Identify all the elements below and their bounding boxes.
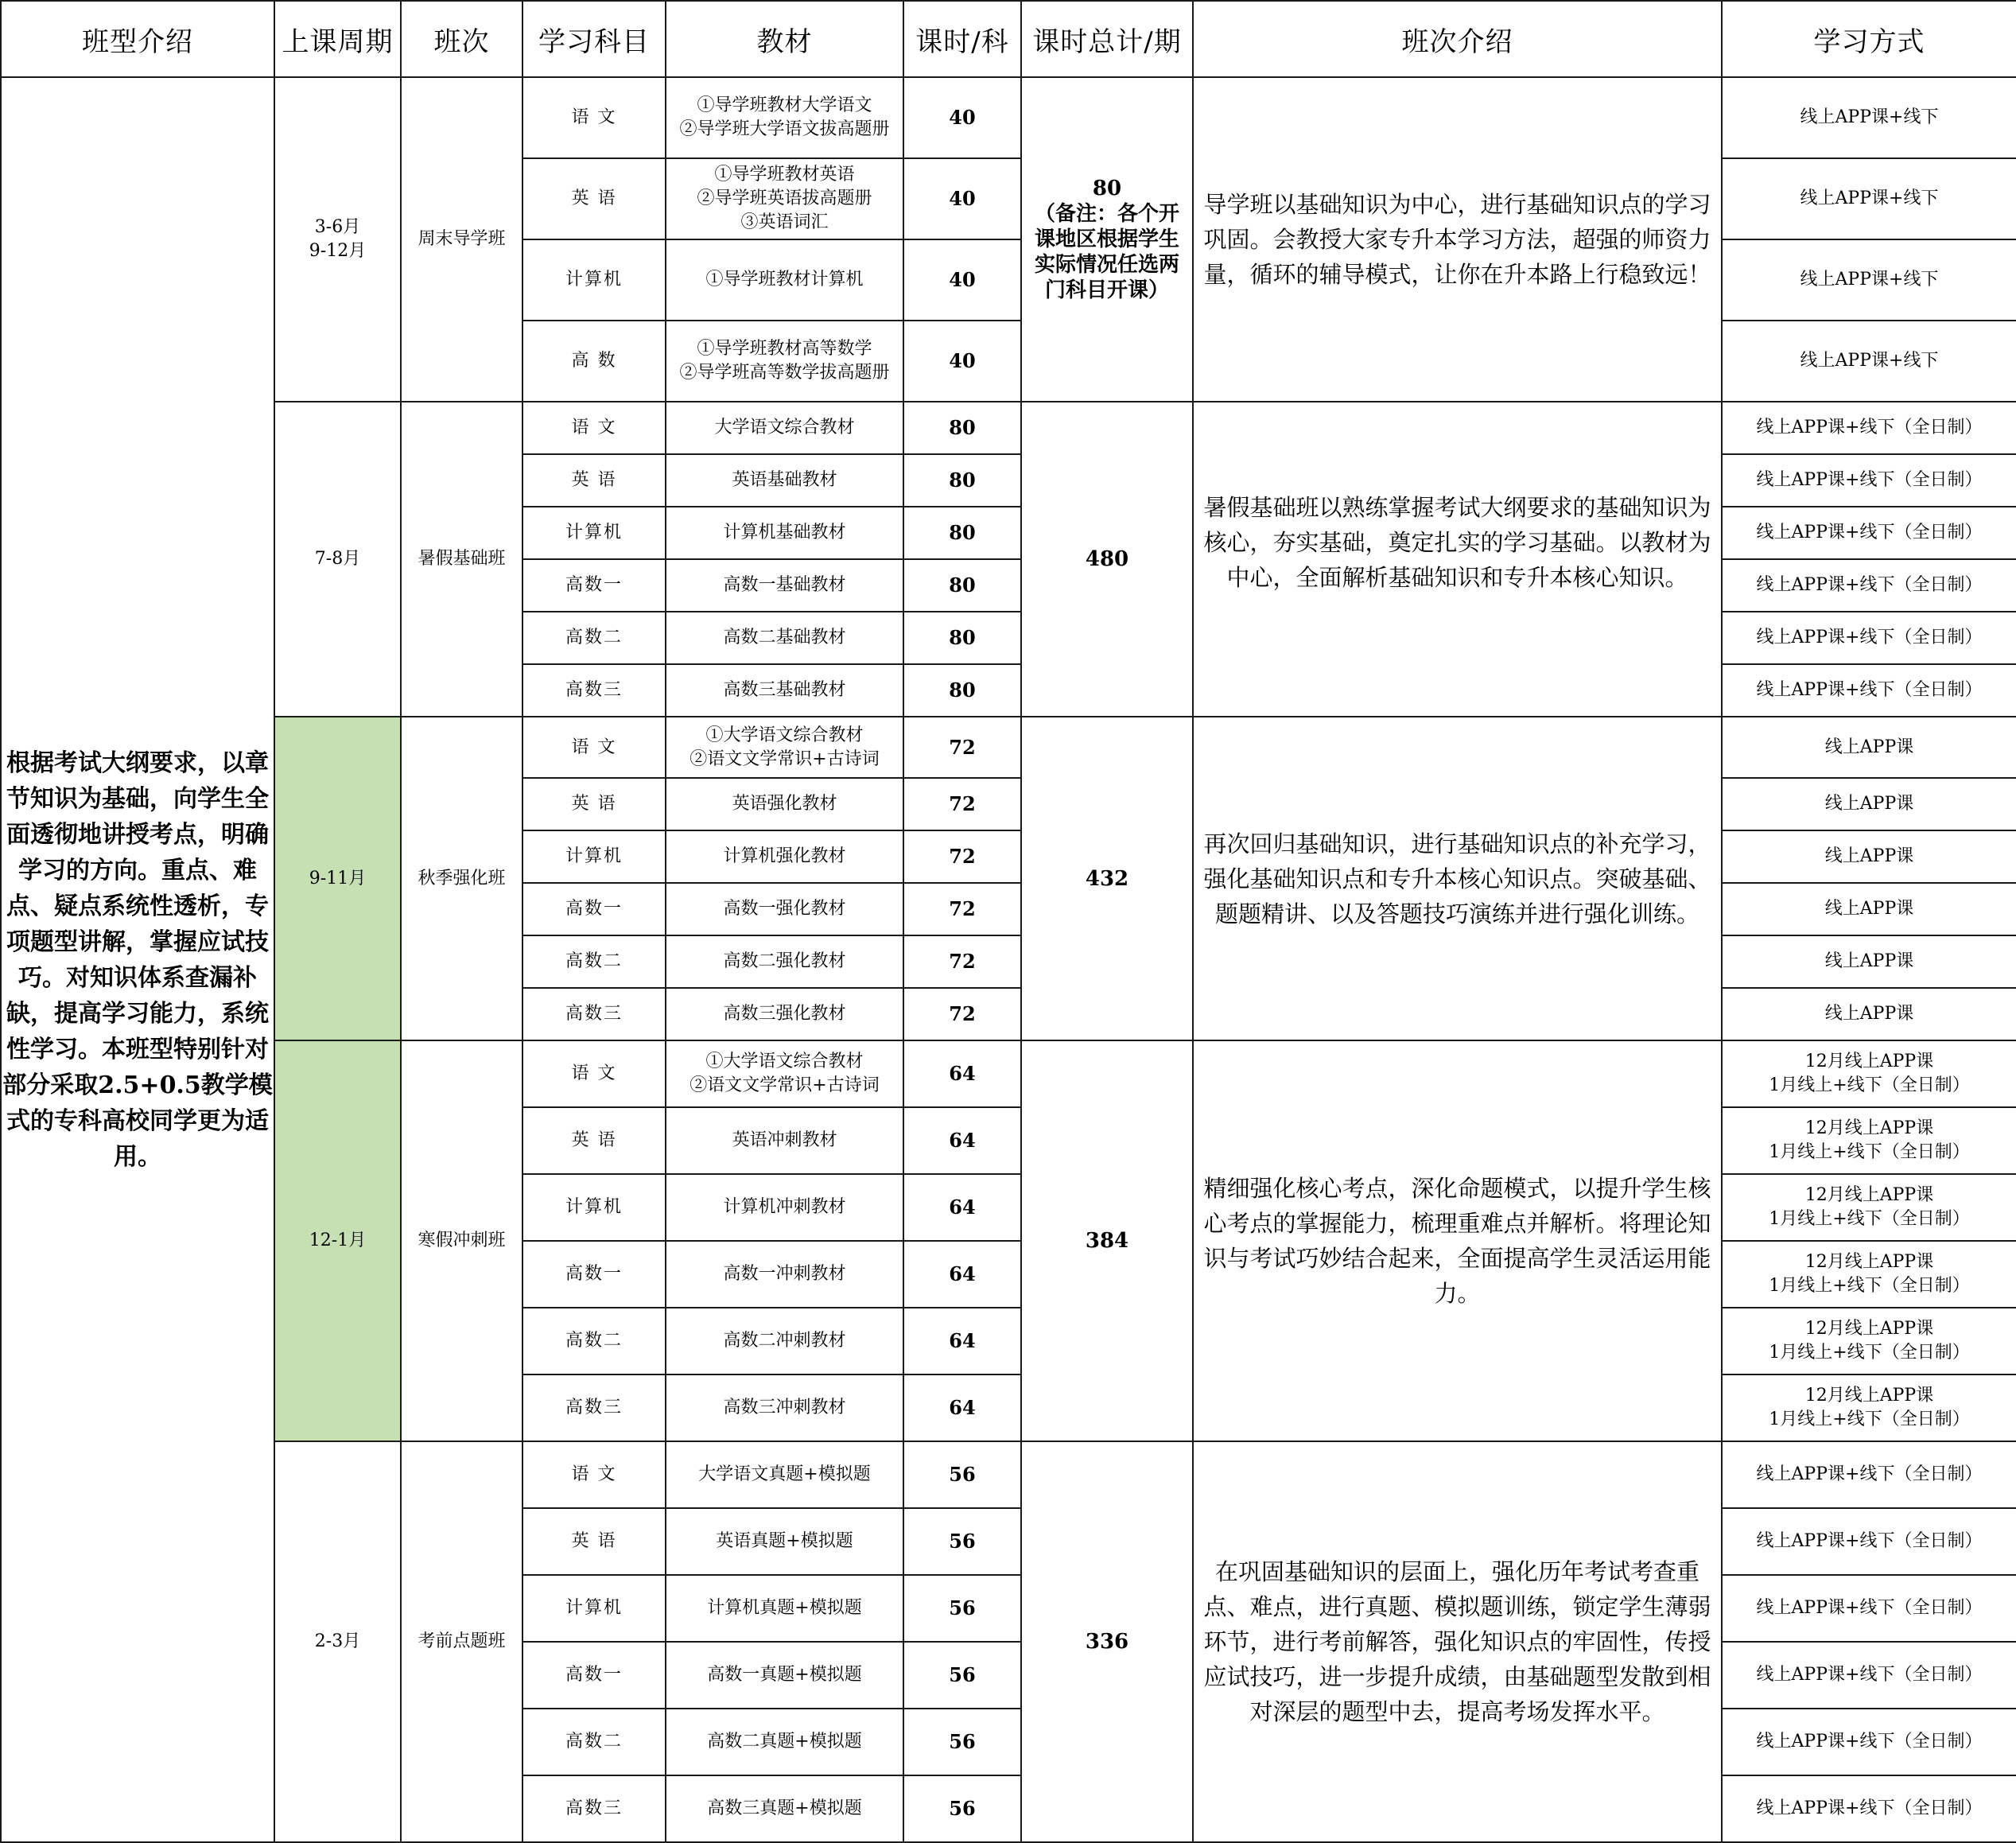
hours-cell: 56 [903,1441,1021,1508]
materials-cell [666,883,903,935]
subject-cell: 语 文 [522,1441,666,1508]
study-method-line: 1月线上+线下（全日制） [1769,1343,1970,1363]
material-line: 计算机强化教材 [723,846,846,866]
hours-cell: 64 [903,1040,1021,1107]
study-method-line: 1月线上+线下（全日制） [1769,1209,1970,1229]
period-line: 7-8月 [314,549,361,569]
period-line: 12-1月 [309,1231,367,1250]
study-method-line: 12月线上APP课 [1804,1252,1934,1272]
hours-cell: 72 [903,935,1021,988]
materials-cell [666,1241,903,1308]
hours-cell: 72 [903,830,1021,883]
study-method-line: 12月线上APP课 [1804,1118,1934,1138]
material-line: ①大学语文综合教材 [705,1052,864,1071]
material-line: 英语冲刺教材 [732,1130,837,1150]
subject-cell: 高数二 [522,1308,666,1374]
study-method-line: 线上APP课+线下（全日制） [1756,470,1983,490]
period-cell [274,1040,401,1441]
materials-cell [666,778,903,830]
study-method-cell [1722,77,2016,158]
total-hours-cell [1021,402,1193,717]
material-line: 高数二基础教材 [723,628,846,647]
material-line: 高数一冲刺教材 [723,1264,846,1284]
study-method-line: 线上APP课+线下（全日制） [1756,1665,1983,1685]
study-method-line: 1月线上+线下（全日制） [1769,1276,1970,1296]
study-method-line: 线上APP课+线下 [1800,351,1939,371]
study-method-line: 线上APP课+线下（全日制） [1756,418,1983,437]
class-description-text: 再次回归基础知识，进行基础知识点的补充学习，强化基础知识点和专升本核心知识点。突破基础、题题精讲、以及答题技巧演练并进行强化训练。 [1203,830,1711,927]
study-method-cell [1722,1441,2016,1508]
class-description-cell [1193,1441,1722,1842]
total-hours-value: 336 [1085,1630,1129,1654]
study-method-line: 线上APP课+线下 [1800,107,1939,127]
subject-cell: 英 语 [522,454,666,507]
materials-cell [666,1508,903,1575]
material-line: ②导学班英语拔高题册 [697,189,872,208]
material-line: ①大学语文综合教材 [705,725,864,745]
materials-cell [666,1174,903,1241]
study-method-cell [1722,507,2016,559]
class-description-text: 精细强化核心考点，深化命题模式，以提升学生核心考点的掌握能力，梳理重难点并解析。将理论知识与考试巧妙结合起来，全面提高学生灵活运用能力。 [1203,1175,1711,1307]
materials-cell [666,612,903,664]
study-method-line: 线上APP课 [1824,794,1914,814]
study-method-line: 线上APP课 [1824,846,1914,866]
materials-cell [666,717,903,778]
hours-cell: 80 [903,454,1021,507]
study-method-cell [1722,717,2016,778]
hours-cell: 56 [903,1575,1021,1642]
study-method-cell [1722,158,2016,239]
class-name-cell: 秋季强化班 [401,717,522,1040]
table-row [1,717,2016,778]
subject-cell: 高数三 [522,1374,666,1441]
subject-cell: 高数一 [522,1642,666,1709]
materials-cell [666,158,903,239]
hours-cell: 64 [903,1241,1021,1308]
material-line: ①导学班教材计算机 [705,270,864,290]
materials-cell [666,77,903,158]
subject-cell: 英 语 [522,1508,666,1575]
class-description-text: 暑假基础班以熟练掌握考试大纲要求的基础知识为核心，夯实基础，奠定扎实的学习基础。以教材为中心，全面解析基础知识和专升本核心知识。 [1203,494,1711,591]
total-hours-cell [1021,717,1193,1040]
hours-cell: 56 [903,1775,1021,1842]
materials-cell [666,239,903,321]
subject-cell: 高数一 [522,883,666,935]
material-line: 高数一真题+模拟题 [707,1665,862,1685]
study-method-cell [1722,1775,2016,1842]
study-method-line: 线上APP课+线下（全日制） [1756,680,1983,700]
period-cell [274,1441,401,1842]
period-line: 2-3月 [314,1631,361,1651]
class-description-cell [1193,402,1722,717]
study-method-line: 线上APP课+线下（全日制） [1756,1598,1983,1618]
table-row [1,402,2016,454]
material-line: 英语强化教材 [732,794,837,814]
study-method-cell [1722,1040,2016,1107]
material-line: 英语基础教材 [732,470,837,490]
hours-cell: 72 [903,778,1021,830]
study-method-cell [1722,883,2016,935]
subject-cell: 英 语 [522,778,666,830]
study-method-line: 线上APP课+线下（全日制） [1756,575,1983,595]
study-method-line: 线上APP课+线下 [1800,270,1939,290]
hours-cell: 64 [903,1308,1021,1374]
study-method-cell [1722,1241,2016,1308]
hours-cell: 40 [903,239,1021,321]
material-line: 高数三强化教材 [723,1004,846,1024]
class-type-intro: 根据考试大纲要求，以章节知识为基础，向学生全面透彻地讲授考点，明确学习的方向。重点、难点、疑点系统性透析，专项题型讲解，掌握应试技巧。对知识体系查漏补缺，提高学习能力，系统性学习。本班型特别针对部分采取2.5+0.5教学模式的专科高校同学更为适用。 [1,77,274,1842]
class-description-text: 导学班以基础知识为中心，进行基础知识点的学习巩固。会教授大家专升本学习方法，超强的师资力量，循环的辅导模式，让你在升本路上行稳致远！ [1203,191,1711,288]
total-hours-value: 80 [1092,177,1122,200]
study-method-cell [1722,321,2016,402]
hours-cell: 40 [903,77,1021,158]
header-hours-per-subject: 课时/科 [903,1,1021,77]
material-line: ②导学班高等数学拔高题册 [679,363,890,383]
material-line: 计算机冲刺教材 [723,1197,846,1217]
materials-cell [666,1308,903,1374]
subject-cell: 计算机 [522,239,666,321]
study-method-line: 1月线上+线下（全日制） [1769,1142,1970,1162]
header-subject: 学习科目 [522,1,666,77]
header-row [1,1,2016,77]
materials-cell [666,1709,903,1775]
class-description-cell [1193,1040,1722,1441]
subject-cell: 计算机 [522,830,666,883]
study-method-line: 线上APP课+线下（全日制） [1756,628,1983,647]
study-method-cell [1722,239,2016,321]
study-method-line: 12月线上APP课 [1804,1185,1934,1205]
study-method-line: 线上APP课+线下（全日制） [1756,1798,1983,1818]
hours-cell: 40 [903,158,1021,239]
study-method-line: 线上APP课+线下 [1800,189,1939,208]
study-method-line: 线上APP课 [1824,951,1914,971]
period-cell [274,77,401,402]
subject-cell: 计算机 [522,1575,666,1642]
study-method-line: 线上APP课 [1824,899,1914,919]
study-method-cell [1722,1107,2016,1174]
study-method-cell [1722,1308,2016,1374]
materials-cell [666,402,903,454]
study-method-cell [1722,559,2016,612]
class-name-cell: 周末导学班 [401,77,522,402]
study-method-cell [1722,830,2016,883]
study-method-line: 12月线上APP课 [1804,1052,1934,1071]
header-total-hours: 课时总计/期 [1021,1,1193,77]
total-hours-cell [1021,1441,1193,1842]
table-row [1,1040,2016,1107]
class-description-cell [1193,77,1722,402]
hours-cell: 80 [903,559,1021,612]
total-hours-cell [1021,1040,1193,1441]
hours-cell: 72 [903,988,1021,1040]
subject-cell: 计算机 [522,507,666,559]
study-method-line: 12月线上APP课 [1804,1319,1934,1339]
material-line: 大学语文真题+模拟题 [698,1464,871,1484]
hours-cell: 64 [903,1107,1021,1174]
subject-cell: 语 文 [522,402,666,454]
materials-cell [666,830,903,883]
class-name-cell: 考前点题班 [401,1441,522,1842]
total-hours-value: 384 [1085,1229,1129,1253]
materials-cell [666,664,903,717]
subject-cell: 语 文 [522,1040,666,1107]
material-line: 高数二真题+模拟题 [707,1732,862,1752]
header-class-type: 班型介绍 [1,1,274,77]
period-line: 9-12月 [309,241,367,261]
material-line: 大学语文综合教材 [714,418,855,437]
header-study-method: 学习方式 [1722,1,2016,77]
study-method-cell [1722,988,2016,1040]
total-hours-value: 480 [1085,547,1129,571]
material-line: ①导学班教材英语 [714,165,855,185]
materials-cell [666,988,903,1040]
materials-cell [666,559,903,612]
subject-cell: 英 语 [522,158,666,239]
hours-cell: 80 [903,664,1021,717]
study-method-cell [1722,935,2016,988]
header-class: 班次 [401,1,522,77]
study-method-cell [1722,1575,2016,1642]
materials-cell [666,454,903,507]
study-method-cell [1722,664,2016,717]
total-hours-note: （备注：各个开课地区根据学生实际情况任选两门科目开课） [1034,202,1179,302]
hours-cell: 80 [903,402,1021,454]
subject-cell: 计算机 [522,1174,666,1241]
hours-cell: 72 [903,883,1021,935]
header-period: 上课周期 [274,1,401,77]
study-method-line: 线上APP课 [1824,1004,1914,1024]
header-class-intro: 班次介绍 [1193,1,1722,77]
subject-cell: 高数二 [522,935,666,988]
materials-cell [666,1575,903,1642]
study-method-line: 1月线上+线下（全日制） [1769,1075,1970,1095]
header-materials: 教材 [666,1,903,77]
hours-cell: 80 [903,507,1021,559]
study-method-line: 线上APP课+线下（全日制） [1756,523,1983,542]
material-line: 计算机真题+模拟题 [707,1598,862,1618]
materials-cell [666,1441,903,1508]
subject-cell: 语 文 [522,717,666,778]
study-method-cell [1722,1374,2016,1441]
table-row [1,77,2016,158]
material-line: ③英语词汇 [740,212,829,232]
hours-cell: 56 [903,1508,1021,1575]
study-method-line: 12月线上APP课 [1804,1386,1934,1406]
subject-cell: 高数三 [522,664,666,717]
period-line: 9-11月 [309,868,367,888]
total-hours-cell [1021,77,1193,402]
material-line: 高数三基础教材 [723,680,846,700]
study-method-cell [1722,1508,2016,1575]
hours-cell: 64 [903,1174,1021,1241]
class-name-cell: 暑假基础班 [401,402,522,717]
study-method-cell [1722,612,2016,664]
hours-cell: 40 [903,321,1021,402]
study-method-cell [1722,454,2016,507]
subject-cell: 高数二 [522,1709,666,1775]
materials-cell [666,1107,903,1174]
class-description-cell [1193,717,1722,1040]
study-method-line: 线上APP课+线下（全日制） [1756,1531,1983,1551]
study-method-line: 1月线上+线下（全日制） [1769,1409,1970,1429]
subject-cell: 英 语 [522,1107,666,1174]
material-line: 英语真题+模拟题 [716,1531,853,1551]
class-name-cell: 寒假冲刺班 [401,1040,522,1441]
hours-cell: 64 [903,1374,1021,1441]
study-method-line: 线上APP课+线下（全日制） [1756,1464,1983,1484]
subject-cell: 高 数 [522,321,666,402]
materials-cell [666,1642,903,1709]
hours-cell: 56 [903,1642,1021,1709]
material-line: 计算机基础教材 [723,523,846,542]
class-description-text: 在巩固基础知识的层面上，强化历年考试考查重点、难点，进行真题、模拟题训练，锁定学生薄弱环节，进行考前解答，强化知识点的牢固性，传授应试技巧，进一步提升成绩，由基础题型发散到相对深层的题型中去，提高考场发挥水平。 [1203,1558,1711,1725]
period-line: 3-6月 [314,217,361,237]
materials-cell [666,1374,903,1441]
material-line: ②语文文学常识+古诗词 [689,748,880,769]
period-cell [274,717,401,1040]
materials-cell [666,321,903,402]
hours-cell: 72 [903,717,1021,778]
period-cell [274,402,401,717]
study-method-line: 线上APP课+线下（全日制） [1756,1732,1983,1752]
study-method-line: 线上APP课 [1824,737,1914,757]
study-method-cell [1722,1174,2016,1241]
material-line: 高数二强化教材 [723,951,846,971]
material-line: ②语文文学常识+古诗词 [689,1075,880,1095]
subject-cell: 高数一 [522,1241,666,1308]
materials-cell [666,1775,903,1842]
hours-cell: 56 [903,1709,1021,1775]
material-line: ①导学班教材高等数学 [697,339,872,359]
material-line: ①导学班教材大学语文 [697,95,872,115]
table-row [1,1441,2016,1508]
total-hours-value: 432 [1085,866,1129,891]
materials-cell [666,935,903,988]
study-method-cell [1722,1709,2016,1775]
study-method-cell [1722,1642,2016,1709]
subject-cell: 语 文 [522,77,666,158]
hours-cell: 80 [903,612,1021,664]
material-line: 高数三冲刺教材 [723,1398,846,1417]
study-method-cell [1722,402,2016,454]
material-line: 高数一基础教材 [723,575,846,595]
materials-cell [666,507,903,559]
material-line: 高数一强化教材 [723,899,846,919]
material-line: 高数二冲刺教材 [723,1331,846,1351]
materials-cell [666,1040,903,1107]
material-line: 高数三真题+模拟题 [707,1798,862,1818]
material-line: ②导学班大学语文拔高题册 [679,119,890,139]
subject-cell: 高数三 [522,988,666,1040]
subject-cell: 高数三 [522,1775,666,1842]
subject-cell: 高数一 [522,559,666,612]
study-method-cell [1722,778,2016,830]
subject-cell: 高数二 [522,612,666,664]
